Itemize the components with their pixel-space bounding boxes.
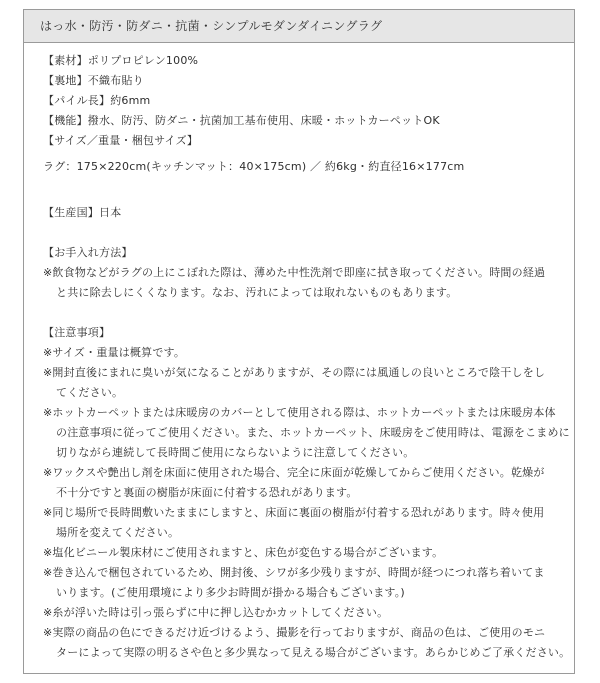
- caution-item-line: の注意事項に従ってご使用ください。また、ホットカーペット、床暖房をご使用時は、電源をこまめに: [56, 426, 570, 439]
- caution-item-line: ※同じ場所で長時間敷いたままにしますと、床面に裏面の樹脂が付着する恐れがあります。時々使用: [43, 506, 545, 519]
- caution-item: [43, 363, 564, 403]
- caution-item-line: ターによって実際の明るさや色と多少異なって見える場合がございます。あらかじめご了承ください。: [56, 646, 571, 659]
- caution-item-line: いります。(ご使用環境により多少お時間が掛かる場合もございます。): [56, 586, 405, 599]
- spec-size-value: ラグ：175×220cm(キッチンマット：40×175cm) ／ 約6kg・約直径16×177cm: [43, 160, 465, 173]
- caution-item-line: ※ワックスや艶出し剤を床面に使用された場合、完全に床面が乾燥してからご使用ください。乾燥が: [43, 466, 545, 479]
- caution-item: [43, 603, 564, 623]
- spec-function: 【機能】撥水、防汚、防ダニ・抗菌加工基布使用、床暖・ホットカーペットOK: [43, 114, 440, 127]
- spec-material: 【素材】ポリプロピレン100%: [43, 54, 199, 67]
- caution-item: [43, 403, 570, 463]
- caution-item-line: ※ホットカーペットまたは床暖房のカバーとして使用される際は、ホットカーペットまたは床暖房本体: [43, 406, 556, 419]
- caution-heading: 【注意事項】: [43, 326, 111, 339]
- product-info-panel: [23, 9, 575, 674]
- caution-item-line: ※巻き込んで梱包されているため、開封後、シワが多少残りますが、時間が経つにつれ落ち着いてま: [43, 566, 545, 579]
- caution-item-line: ※糸が浮いた時は引っ張らずに中に押し込むかカットしてください。: [43, 606, 389, 619]
- caution-item: [43, 563, 564, 603]
- care-line: ※飲食物などがラグの上にこぼれた際は、薄めた中性洗剤で即座に拭き取ってください。時間の経過: [43, 266, 546, 279]
- spec-pile-length: 【パイル長】約6mm: [43, 94, 151, 107]
- caution-list: [43, 343, 571, 663]
- caution-item-line: ※実際の商品の色にできるだけ近づけるよう、撮影を行っておりますが、商品の色は、ご使用のモニ: [43, 626, 546, 639]
- care-line: と共に除去しにくくなります。なお、汚れによっては取れないものもあります。: [56, 286, 458, 299]
- spec-origin: 【生産国】日本: [43, 206, 122, 219]
- care-heading: 【お手入れ方法】: [43, 246, 133, 259]
- caution-item: [43, 623, 571, 663]
- caution-item: [43, 543, 564, 563]
- panel-title: はっ水・防汚・防ダニ・抗菌・シンプルモダンダイニングラグ: [24, 10, 574, 43]
- caution-item-line: ※塩化ビニール製床材にご使用されますと、床色が変色する場合がございます。: [43, 546, 444, 559]
- caution-item: [43, 343, 564, 363]
- caution-item-line: 切りながら連続して長時間ご使用にならないように注意してください。: [56, 446, 415, 459]
- caution-item-line: てください。: [56, 386, 124, 399]
- caution-item-line: ※サイズ・重量は概算です。: [43, 346, 186, 359]
- caution-item: [43, 463, 564, 503]
- panel-content: [24, 43, 574, 663]
- caution-item-line: 不十分ですと裏面の樹脂が床面に付着する恐れがあります。: [56, 486, 358, 499]
- caution-item-line: 場所を変えてください。: [56, 526, 180, 539]
- caution-item-line: ※開封直後にまれに臭いが気になることがありますが、その際には風通しの良いところで陰干しをし: [43, 366, 546, 379]
- spec-backing: 【裏地】不織布貼り: [43, 74, 144, 87]
- caution-item: [43, 503, 564, 543]
- spec-size-heading: 【サイズ／重量・梱包サイズ】: [43, 134, 199, 147]
